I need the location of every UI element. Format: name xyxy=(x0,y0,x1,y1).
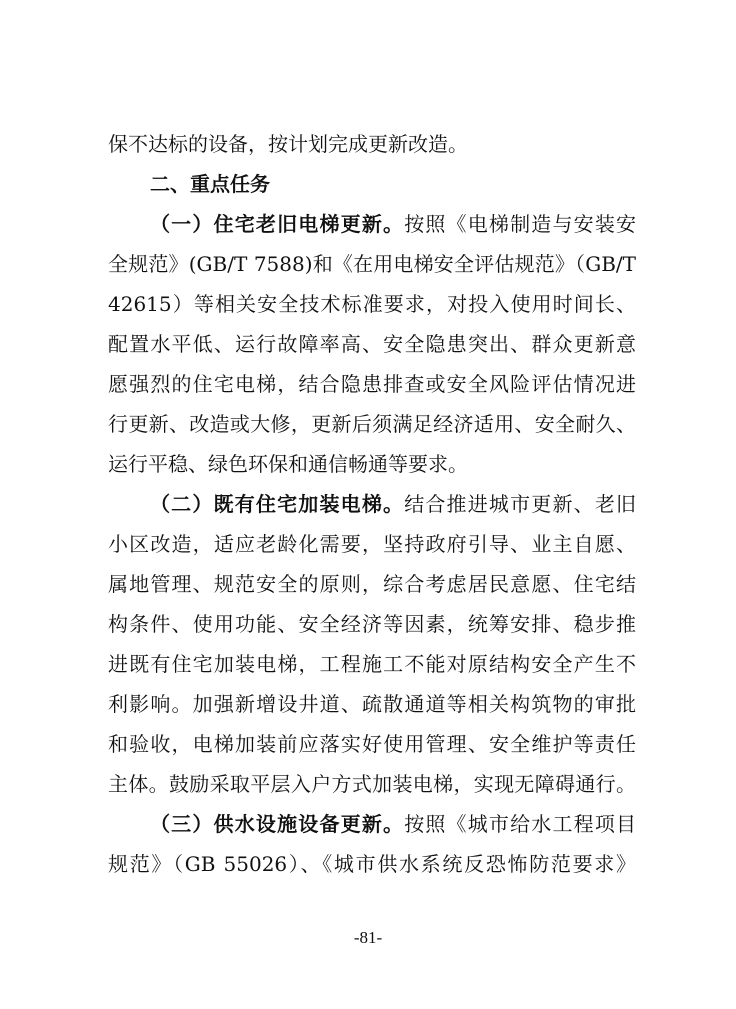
paragraph-title: （三）供水设施设备更新。 xyxy=(150,812,405,836)
paragraph-line: 主体。鼓励采取平层入户方式加装电梯，实现无障碍通行。 xyxy=(108,772,636,796)
paragraph-line: 行更新、改造或大修，更新后须满足经济适用、安全耐久、 xyxy=(108,412,636,436)
page-number: -81- xyxy=(353,928,383,947)
paragraph-line: 和验收，电梯加装前应落实好使用管理、安全维护等责任 xyxy=(108,732,636,756)
paragraph-line: 利影响。加强新增设井道、疏散通道等相关构筑物的审批 xyxy=(108,692,636,716)
paragraph-title: （二）既有住宅加装电梯。 xyxy=(150,492,405,516)
paragraph-line: 配置水平低、运行故障率高、安全隐患突出、群众更新意 xyxy=(108,332,636,356)
paragraph-text: 按照《城市给水工程项目 xyxy=(404,812,636,836)
paragraph-line: 保不达标的设备，按计划完成更新改造。 xyxy=(108,132,468,156)
paragraph-line xyxy=(150,484,636,524)
paragraph-line xyxy=(150,804,636,844)
paragraph-line: 属地管理、规范安全的原则，综合考虑居民意愿、住宅结 xyxy=(108,572,636,596)
paragraph-line xyxy=(150,204,636,244)
paragraph-text: 结合推进城市更新、老旧 xyxy=(404,492,636,516)
paragraph-line: 构条件、使用功能、安全经济等因素，统筹安排、稳步推 xyxy=(108,612,636,636)
paragraph-line: 愿强烈的住宅电梯，结合隐患排查或安全风险评估情况进 xyxy=(108,372,636,396)
paragraph-line: 全规范》(GB/T 7588)和《在用电梯安全评估规范》（GB/T xyxy=(108,252,636,276)
paragraph-line: 42615）等相关安全技术标准要求，对投入使用时间长、 xyxy=(108,292,636,316)
paragraph-line: 进既有住宅加装电梯，工程施工不能对原结构安全产生不 xyxy=(108,652,636,676)
paragraph-text: 按照《电梯制造与安装安 xyxy=(404,212,636,236)
section-heading: 二、重点任务 xyxy=(150,172,270,196)
paragraph-line: 小区改造，适应老龄化需要，坚持政府引导、业主自愿、 xyxy=(108,532,636,556)
paragraph-title: （一）住宅老旧电梯更新。 xyxy=(150,212,405,236)
paragraph-line: 运行平稳、绿色环保和通信畅通等要求。 xyxy=(108,452,468,476)
paragraph-line: 规范》（GB 55026）、《城市供水系统反恐怖防范要求》 xyxy=(108,852,636,876)
